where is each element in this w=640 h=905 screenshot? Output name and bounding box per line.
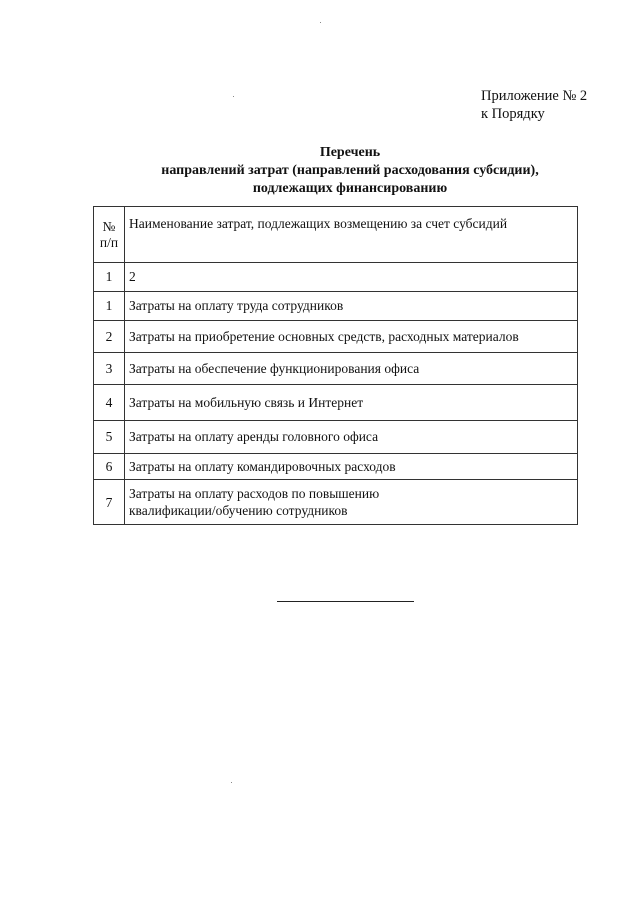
table-header-row xyxy=(94,207,578,263)
appendix-procedure: к Порядку xyxy=(481,106,545,122)
row-number: 6 xyxy=(94,454,125,480)
table-row xyxy=(94,292,578,321)
row-number: 3 xyxy=(94,353,125,385)
column-index-row xyxy=(94,263,578,292)
row-cost-name: Затраты на обеспечение функционирования офиса xyxy=(125,353,578,385)
appendix-reference xyxy=(481,87,587,123)
table-row xyxy=(94,385,578,421)
title-line-1: Перечень xyxy=(319,145,381,160)
row-number: 7 xyxy=(94,480,125,525)
scan-speck xyxy=(231,782,232,783)
column-index-1: 1 xyxy=(94,263,125,292)
title-line-2: направлений затрат (направлений расходования субсидии), xyxy=(161,163,539,178)
row-number: 5 xyxy=(94,421,125,454)
row-cost-name-line-2: квалификации/обучению сотрудников xyxy=(129,503,348,518)
row-number: 1 xyxy=(94,292,125,321)
table-row xyxy=(94,353,578,385)
signature-line xyxy=(277,601,414,602)
row-number: 2 xyxy=(94,321,125,353)
row-cost-name-line-1: Затраты на оплату расходов по повышению xyxy=(129,486,380,501)
header-number-sublabel: п/п xyxy=(99,234,119,250)
header-name-cell: Наименование затрат, подлежащих возмещению за счет субсидий xyxy=(125,207,578,263)
appendix-number: Приложение № 2 xyxy=(481,88,588,104)
table-row xyxy=(94,480,578,525)
scan-speck xyxy=(233,96,234,97)
scan-speck xyxy=(320,22,321,23)
row-cost-name: Затраты на оплату аренды головного офиса xyxy=(125,421,578,454)
document-title xyxy=(60,144,640,198)
row-cost-name: Затраты на мобильную связь и Интернет xyxy=(125,385,578,421)
row-cost-name: Затраты на оплату труда сотрудников xyxy=(125,292,578,321)
costs-table xyxy=(93,206,578,525)
column-index-2: 2 xyxy=(125,263,578,292)
header-number-label: № xyxy=(102,218,116,234)
row-cost-name: Затраты на оплату командировочных расходов xyxy=(125,454,578,480)
row-cost-name xyxy=(125,480,578,525)
row-number: 4 xyxy=(94,385,125,421)
header-number-cell xyxy=(94,207,125,263)
title-line-3: подлежащих финансированию xyxy=(252,181,448,196)
table-row xyxy=(94,454,578,480)
table-row xyxy=(94,321,578,353)
row-cost-name: Затраты на приобретение основных средств, расходных материалов xyxy=(125,321,578,353)
table-row xyxy=(94,421,578,454)
